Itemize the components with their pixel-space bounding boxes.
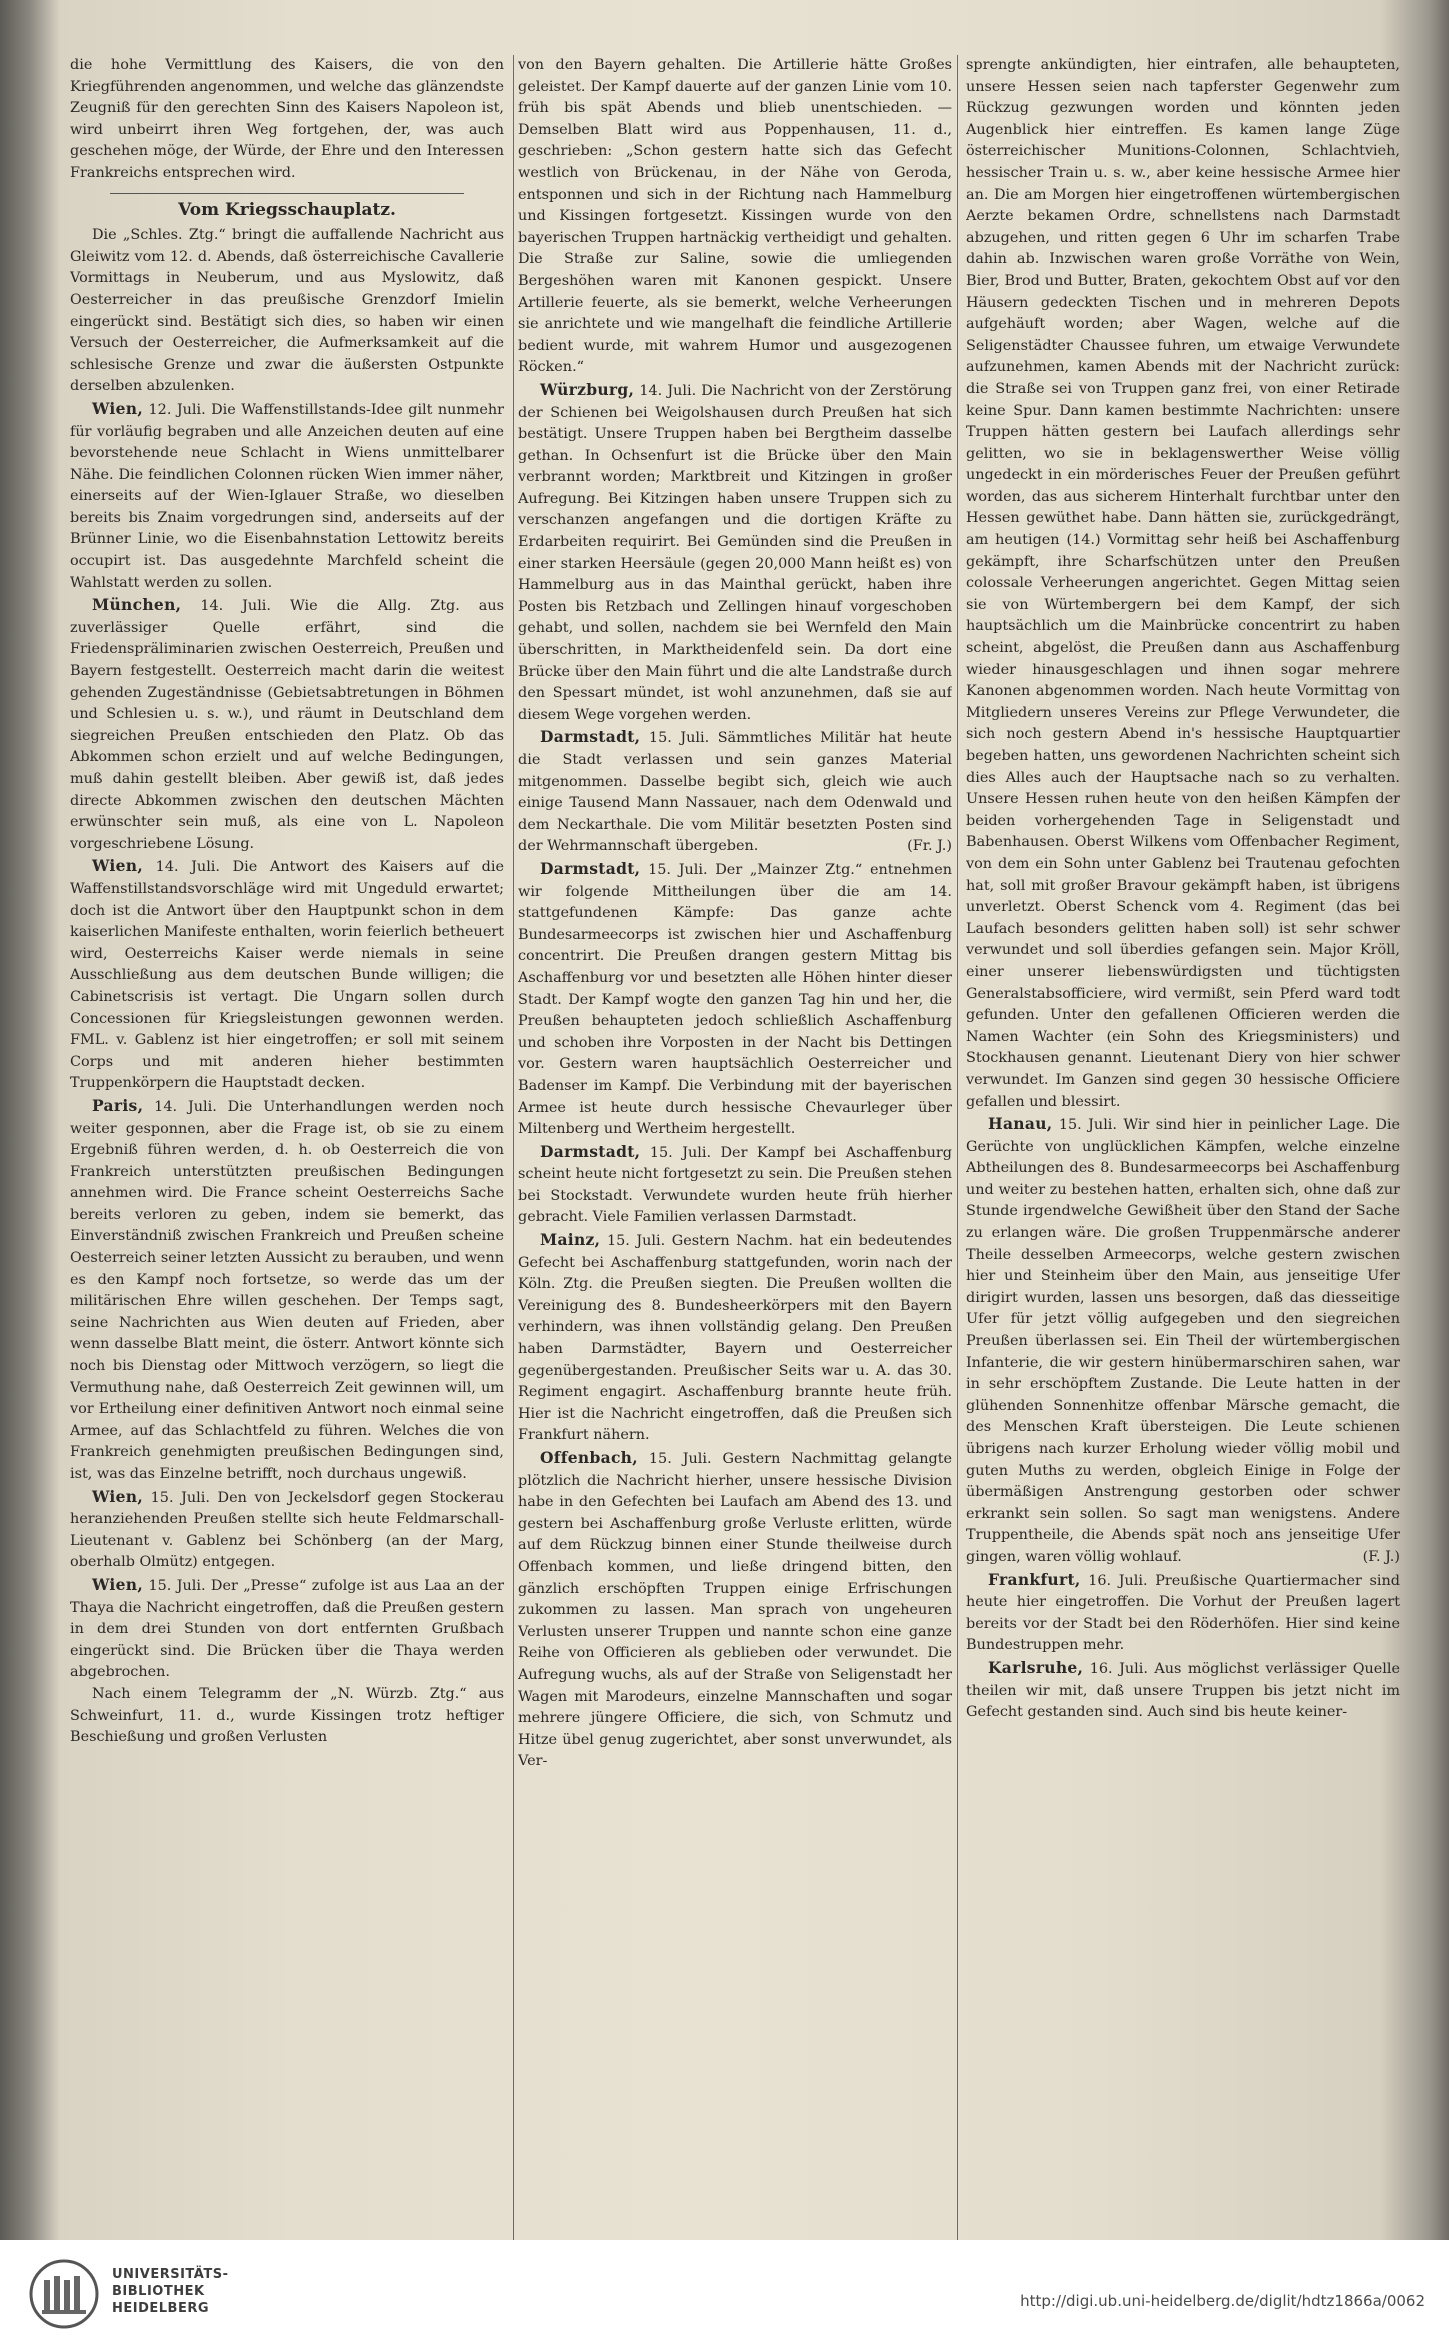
source-url-link[interactable]: http://digi.ub.uni-heidelberg.de/diglit/hdtz1866a/0062 xyxy=(1020,2292,1425,2310)
article-paragraph: Paris, 14. Juli. Die Unterhandlungen werden noch weiter gesponnen, aber die Frage ist, ob sie zu einem Ergebniß führen werden, d. h. ob Oesterreich die von Frankreich unterstützten preußischen Bedingungen annehmen wird. Die France scheint Oesterreichs Sache bereits verloren zu geben, indem sie bemerkt, das Einverständniß zwischen Frankreich und Preußen scheine Oesterreich seiner letzten Aussicht zu berauben, und wenn es den Kampf noch fortsetze, so werde das um der militärischen Ehre willen geschehen. Der Temps sagt, seine Nachrichten aus Wien deuten auf Frieden, aber wenn dasselbe Blatt meint, die österr. Antwort könnte sich noch bis Dienstag oder Mittwoch verzögern, so liegt die Vermuthung nahe, daß Oesterreich Zeit gewinnen will, um vor Ertheilung einer definitiven Antwort noch einmal seine Armee, auf das Schlachtfeld zu führen. Welches die von Frankreich genehmigten preußischen Bedingungen sind, ist, was das Einzelne betrifft, noch durchaus ungewiß. xyxy=(70,1095,504,1482)
dateline: Wien, xyxy=(92,856,144,876)
dateline: Wien, xyxy=(92,1486,144,1506)
source-signature: (F. J.) xyxy=(1362,1548,1400,1565)
article-paragraph: Darmstadt, 15. Juli. Sämmtliches Militär hat heute die Stadt verlassen und sein ganzes Material mitgenommen. Dasselbe begibt sich, gleich wie auch einige Tausend Mann Nassauer, nach dem Odenwald und dem Neckarthale. Die vom Militär besetzten Posten sind der Wehrmannschaft übergeben. (Fr. J.) xyxy=(518,726,952,858)
article-paragraph: die hohe Vermittlung des Kaisers, die von den Kriegführenden angenommen, und welche das glänzendste Zeugniß für den gerechten Sinn des Kaisers Napoleon ist, wird unbeirrt ihren Weg fortgehen, der, was auch geschehen möge, der Würde, der Ehre und den Interessen Frankreichs entsprechen wird. xyxy=(70,57,504,181)
dateline: Paris, xyxy=(92,1095,144,1115)
article-paragraph: Darmstadt, 15. Juli. Der Kampf bei Aschaffenburg scheint heute nicht fortgesetzt zu sein. Die Preußen stehen bei Stockstadt. Verwundete wurden heute früh hierher gebracht. Viele Familien verlassen Darmstadt. xyxy=(518,1141,952,1226)
article-paragraph: Wien, 15. Juli. Den von Jeckelsdorf gegen Stockerau heranziehenden Preußen stellte sich heute Feldmarschall-Lieutenant v. Gablenz bei Schönberg (an der Marg, oberhalb Olmütz) entgegen. xyxy=(70,1486,504,1571)
dateline: München, xyxy=(92,595,182,615)
dateline: Hanau, xyxy=(988,1114,1053,1134)
article-paragraph: Nach einem Telegramm der „N. Würzb. Ztg.“ aus Schweinfurt, 11. d., wurde Kissingen trotz heftiger Beschießung und großen Verlusten xyxy=(70,1685,504,1746)
article-paragraph: von den Bayern gehalten. Die Artillerie hätte Großes geleistet. Der Kampf dauerte auf der ganzen Linie vom 10. früh bis spät Abends und blieb unentschieden. — Demselben Blatt wird aus Poppenhausen, 11. d., geschrieben: „Schon gestern hatte sich das Gefecht westlich von Brückenau, in der Nähe von Geroda, entsponnen und sich in der Richtung nach Hammelburg und Kissingen fortgesetzt. Kissingen wurde von den bayerischen Truppen hartnäckig vertheidigt und gehalten. Die Straße zur Saline, sowie die umliegenden Bergeshöhen waren mit Kanonen gespickt. Unsere Artillerie feuerte, als sie bemerkt, welche Verheerungen sie anrichtete und wie mangelhaft die feindliche Artillerie bedient wurde, mit wahrem Humor und ausgezogenen Röcken.“ xyxy=(518,57,952,376)
article-paragraph: Offenbach, 15. Juli. Gestern Nachmittag gelangte plötzlich die Nachricht hierher, unsere hessische Division habe in den Gefechten bei Laufach am Abend des 13. und gestern bei Aschaffenburg große Verluste erlitten, würde auf dem Rückzug binnen einer Stunde theilweise durch Offenbach kommen, und ließe dringend bitten, den gänzlich erschöpften Truppen einige Erfrischungen zukommen zu lassen. Man sprach von ungeheuren Verlusten unserer Truppen und nannte schon eine ganze Reihe von Officieren als geblieben oder verwundet. Die Aufregung wuchs, als auf der Straße von Seligenstadt her Wagen mit Marodeurs, einzelne Mannschaften und sogar mehrere jüngere Officiere, die sich, von Schmutz und Hitze übel genug zugerichtet, aber sonst unverwundet, als Ver- xyxy=(518,1448,952,1770)
dateline: Wien, xyxy=(92,1574,144,1594)
library-footer xyxy=(0,2240,1449,2350)
article-paragraph: Wien, 15. Juli. Der „Presse“ zufolge ist aus Laa an der Thaya die Nachricht eingetroffen, daß die Preußen gestern in dem drei Stunden von dort entfernten Grußbach eingerückt sind. Die Brücken über die Thaya werden abgebrochen. xyxy=(70,1574,504,1681)
column-2 xyxy=(518,55,952,2225)
article-paragraph: Die „Schles. Ztg.“ bringt die auffallende Nachricht aus Gleiwitz vom 12. d. Abends, daß österreichische Cavallerie Vormittags in Neuberum, und aus Myslowitz, daß Oesterreicher in das preußische Grenzdorf Imielin eingerückt sind. Bestätigt sich dies, so haben wir einen Versuch der Oesterreicher, die Aufmerksamkeit auf die schlesische Grenze und zwar die äußersten Ostpunkte derselben abzulenken. xyxy=(70,227,504,395)
article-paragraph: Wien, 12. Juli. Die Waffenstillstands-Idee gilt nunmehr für vorläufig begraben und alle Anzeichen deuten auf eine bevorstehende neue Schlacht in Wiens unmittelbarer Nähe. Die feindlichen Colonnen rücken Wien immer näher, einerseits auf der Wien-Iglauer Straße, wo dieselben bereits bis Znaim vorgedrungen sind, anderseits auf der Brünner Linie, wo die Eisenbahnstation Lettowitz bereits occupirt ist. Das ausgedehnte Marchfeld scheint die Wahlstatt werden zu sollen. xyxy=(70,398,504,591)
dateline: Frankfurt, xyxy=(988,1569,1081,1589)
dateline: Offenbach, xyxy=(540,1448,638,1467)
source-signature: (Fr. J.) xyxy=(907,838,952,855)
column-1 xyxy=(70,55,504,2225)
article-paragraph: Darmstadt, 15. Juli. Der „Mainzer Ztg.“ entnehmen wir folgende Mittheilungen über die am 14. stattgefundenen Kämpfe: Das ganze achte Bundesarmeecorps ist zwischen hier und Aschaffenburg concentrirt. Die Preußen drangen gestern Mittag bis Aschaffenburg vor und besetzten alle Höhen hinter dieser Stadt. Der Kampf wogte den ganzen Tag hin und her, die Preußen behaupteten jedoch schließlich Aschaffenburg und schoben ihre Vorposten in der Nacht bis Dettingen vor. Gestern waren hauptsächlich Oesterreicher und Badenser im Kampf. Die Verbindung mit der bayerischen Armee ist heute durch hessische Chevaurleger über Miltenberg und Wertheim hergestellt. xyxy=(518,858,952,1138)
university-library-logo-icon xyxy=(28,2258,100,2330)
dateline: Würzburg, xyxy=(540,379,635,399)
newspaper-page xyxy=(70,55,1400,2225)
article-paragraph: Wien, 14. Juli. Die Antwort des Kaisers auf die Waffenstillstandsvorschläge wird mit Ungeduld erwartet; doch ist die Antwort über den Hauptpunkt schon in dem kaiserlichen Manifeste enthalten, worin feierlich betheuert wird, Oesterreichs Kaiser werde niemals in seine Ausschließung aus dem deutschen Bunde willigen; die Cabinetscrisis ist vertagt. Die Ungarn sollen durch Concessionen für Kriegsleistungen gewonnen werden. FML. v. Gablenz ist hier eingetroffen; er soll mit seinem Corps und mit anderen hieher bestimmten Truppenkörpern die Hauptstadt decken. xyxy=(70,856,504,1092)
dateline: Mainz, xyxy=(540,1230,601,1250)
dateline: Darmstadt, xyxy=(540,858,641,878)
institution-name: UNIVERSITÄTS- BIBLIOTHEK HEIDELBERG xyxy=(112,2267,229,2316)
article-paragraph: München, 14. Juli. Wie die Allg. Ztg. aus zuverlässiger Quelle erfährt, sind die Friedenspräliminarien zwischen Oesterreich, Preußen und Bayern festgestellt. Oesterreich macht darin die weitest gehenden Zugeständnisse (Gebietsabtretungen in Böhmen und Schlesien u. s. w.), und räumt in Deutschland dem siegreichen Preußen entschieden den Platz. Ob das Abkommen schon erzielt und auf welche Bedingungen, muß dahin gestellt bleiben. Aber gewiß ist, daß jedes directe Abkommen zwischen den deutschen Mächten erwünschter sein muß, als eine von L. Napoleon vorgeschriebene Lösung. xyxy=(70,595,504,852)
section-heading: Vom Kriegsschauplatz. xyxy=(70,193,504,222)
dateline: Darmstadt, xyxy=(540,727,641,747)
dateline: Darmstadt, xyxy=(540,1141,641,1161)
article-paragraph: Frankfurt, 16. Juli. Preußische Quartiermacher sind heute hier eingetroffen. Die Vorhut der Preußen lagert bereits vor der Stadt bei den Röderhöfen. Hier sind keine Bundestruppen mehr. xyxy=(966,1569,1400,1654)
article-paragraph: Mainz, 15. Juli. Gestern Nachm. hat ein bedeutendes Gefecht bei Aschaffenburg stattgefunden, worin nach der Köln. Ztg. die Preußen siegten. Die Preußen wollten die Vereinigung des 8. Bundesheerkörpers mit den Bayern verhindern, was ihnen vollständig gelang. Den Preußen haben Darmstädter, Bayern und Oesterreicher gegenübergestanden. Preußischer Seits war u. A. das 30. Regiment engagirt. Aschaffenburg brannte heute früh. Hier ist die Nachricht eingetroffen, daß die Preußen sich Frankfurt nähern. xyxy=(518,1230,952,1444)
column-3 xyxy=(966,55,1400,2225)
article-paragraph: Hanau, 15. Juli. Wir sind hier in peinlicher Lage. Die Gerüchte von unglücklichen Kämpfen, welche einzelne Abtheilungen des 8. Bundesarmeecorps bei Aschaffenburg und weiter zu bestehen hatten, erhalten sich, ohne daß zur Stunde irgendwelche Gewißheit über den Stand der Sache zu erlangen wäre. Die großen Truppenmärsche anderer Theile desselben Armeecorps, welche gestern zwischen hier und Steinheim über den Main, aus jenseitige Ufer dirigirt wurden, lassen uns besorgen, daß das diesseitige Ufer für jetzt völlig aufgegeben und den siegreichen Preußen überlassen sei. Ein Theil der würtembergischen Infanterie, die wir gestern hinübermarschiren sahen, war in sehr erschöpftem Zustande. Die Leute hatten in der glühenden Sonnenhitze offenbar Märsche gemacht, die des Menschen Kraft übersteigen. Die Leute schienen übrigens nach kurzer Erholung wieder völlig mobil und guten Muths zu werden, obgleich Einige in Folge der übermäßigen Anstrengung gestorben oder schwer erkrankt sein sollen. So sagt man wenigstens. Andere Truppentheile, die Abends spät noch ans jenseitige Ufer gingen, waren völlig wohlauf. (F. J.) xyxy=(966,1113,1400,1568)
dateline: Karlsruhe, xyxy=(988,1657,1084,1677)
dateline: Wien, xyxy=(92,398,144,418)
article-paragraph: Karlsruhe, 16. Juli. Aus möglichst verlässiger Quelle theilen wir mit, daß unsere Truppen bis jetzt nicht im Gefecht gestanden sind. Auch sind bis heute keiner- xyxy=(966,1657,1400,1721)
article-paragraph: sprengte ankündigten, hier eintrafen, alle behaupteten, unsere Hessen seien nach tapferster Gegenwehr zum Rückzug gezwungen worden und könnten jeden Augenblick hier eintreffen. Es kamen lange Züge österreichischer Munitions-Colonnen, Schlachtvieh, hessischer Train u. s. w., aber keine hessische Armee hier an. Die am Morgen hier eingetroffenen würtembergischen Aerzte bekamen Ordre, schnellstens nach Darmstadt abzugehen, und ritten gegen 6 Uhr im scharfen Trabe dahin ab. Inzwischen waren große Vorräthe von Wein, Bier, Brod und Butter, Braten, gekochtem Obst auf vor den Häusern gedeckten Tischen und in mehreren Depots aufgehäuft worden; aber Wagen, welche auf die Seligenstädter Chaussee fuhren, um etwaige Verwundete aufzunehmen, kamen Abends mit der Nachricht zurück: die Straße sei von Truppen ganz frei, von einer Retirade keine Spur. Dann kamen bestimmte Nachrichten: unsere Truppen hätten gestern bei Laufach allerdings sehr gelitten, wo sie in beklagenswerther Weise völlig ungedeckt in ein mörderisches Feuer der Preußen geführt worden, das aus sicherem Hinterhalt furchtbar unter den Hessen gewüthet habe. Dann hätten sie, zurückgedrängt, am heutigen (14.) Vormittag sehr heiß bei Aschaffenburg gekämpft, ihre Scharfschützen unter den Preußen colossale Verheerungen angerichtet. Gegen Mittag seien sie von Würtembergern bei dem Kampf, der sich hauptsächlich um die Mainbrücke concentrirt zu haben scheint, abgelöst, die Preußen dann aus Aschaffenburg wieder hinausgeschlagen und ihnen sogar mehrere Kanonen abgenommen worden. Nach heute Vormittag von Mitgliedern unseres Vereins zur Pflege Verwundeter, die sich noch gestern Abend in's hessische Hauptquartier begeben hatten, uns gewordenen Nachrichten scheint sich dies Alles auch der Hauptsache nach so zu verhalten. Unsere Hessen ruhen heute von den heißen Kämpfen der beiden vorhergehenden Tage in Seligenstadt und Babenhausen. Oberst Wilkens vom Offenbacher Regiment, von dem ein Sohn unter Gablenz bei Trautenau gefochten hat, soll mit großer Bravour gekämpft haben, ist übrigens unverletzt. Oberst Schenck vom 4. Regiment (das bei Laufach besonders gelitten haben soll) ist sehr schwer verwundet und soll überdies gefangen sein. Major Kröll, einer unserer liebenswürdigsten und tüchtigsten Generalstabsofficiere, wird vermißt, sein Pferd ward todt gefunden. Unter den gefallenen Officieren werden die Namen Wachter (ein Sohn des Kriegsministers) und Stockhausen genannt. Lieutenant Diery von hier schwer verwundet. Im Ganzen sind gegen 30 hessische Officiere gefallen und blessirt. xyxy=(966,57,1400,1110)
article-paragraph: Würzburg, 14. Juli. Die Nachricht von der Zerstörung der Schienen bei Weigolshausen durch Preußen hat sich bestätigt. Unsere Truppen haben bei Bergtheim dasselbe gethan. In Ochsenfurt ist die Brücke über den Main verbrannt worden; Marktbreit und Kitzingen in großer Aufregung. Bei Kitzingen haben unsere Truppen sich zu verschanzen angefangen und die dortigen Kräfte zu Erdarbeiten requirirt. Bei Gemünden sind die Preußen in einer starken Heersäule (gegen 20,000 Mann heißt es) von Hammelburg aus in das Mainthal gerückt, haben ihre Posten bis Retzbach und Zellingen hinauf vorgeschoben gehabt, und sollen, nachdem sie bei Wernfeld den Main überschritten, in Marktheidenfeld sein. Da dort eine Brücke über den Main führt und die alte Landstraße durch den Spessart mündet, ist wohl anzunehmen, daß sie auf diesem Wege vorgehen werden. xyxy=(518,379,952,723)
